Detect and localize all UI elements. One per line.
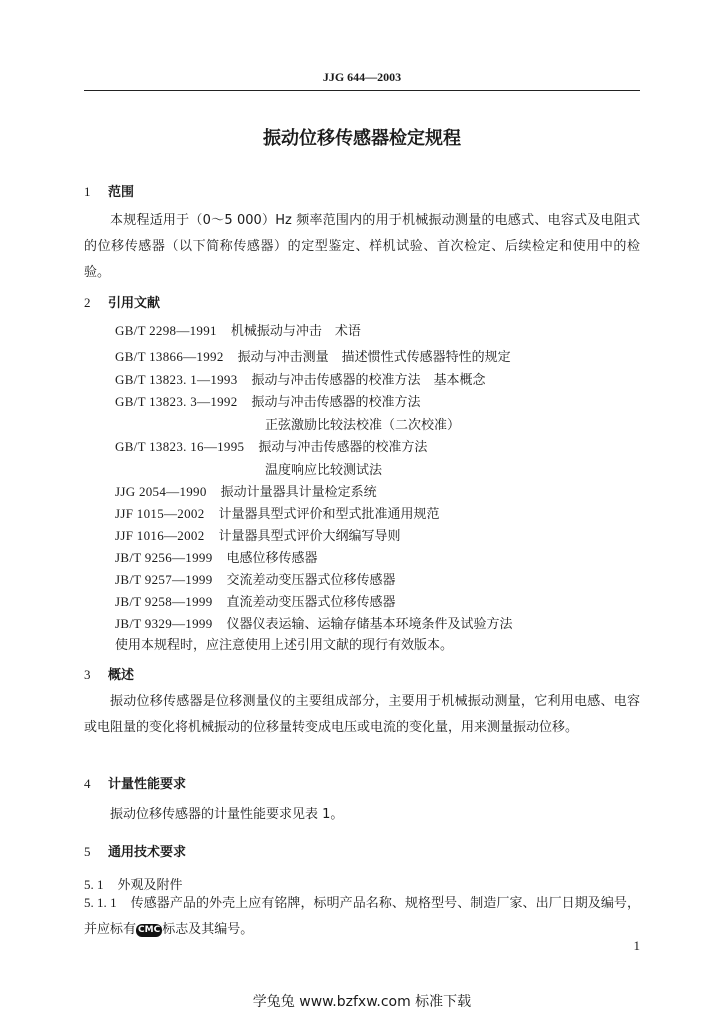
reference-code: JB/T 9258—1999 bbox=[115, 594, 213, 609]
section-number: 2 bbox=[84, 295, 91, 310]
section-title: 通用技术要求 bbox=[108, 845, 187, 860]
reference-code: GB/T 13866—1992 bbox=[115, 349, 224, 364]
section-number: 3 bbox=[84, 667, 91, 682]
section-title: 范围 bbox=[108, 185, 135, 200]
section-number: 1 bbox=[84, 184, 91, 199]
reference-title: 振动与冲击传感器的校准方法 bbox=[258, 440, 428, 455]
reference-item bbox=[115, 436, 427, 455]
reference-title: 直流差动变压器式位移传感器 bbox=[226, 595, 396, 610]
clause-text-end: 标志及其编号。 bbox=[162, 922, 254, 937]
reference-item bbox=[115, 481, 377, 500]
reference-code: JJF 1016—2002 bbox=[115, 528, 205, 543]
reference-code: GB/T 13823. 3—1992 bbox=[115, 394, 238, 409]
section-1-paragraph: 本规程适用于（0～5 000）Hz 频率范围内的用于机械振动测量的电感式、电容式及电阻式的位移传感器（以下简称传感器）的定型鉴定、样机试验、首次检定、后续检定和使用中的检验。 bbox=[84, 213, 640, 280]
reference-title: 机械振动与冲击 术语 bbox=[230, 324, 361, 339]
subsection-number: 5. 1. 1 bbox=[84, 895, 117, 910]
section-title: 概述 bbox=[108, 668, 135, 683]
page-title: 振动位移传感器检定规程 bbox=[263, 128, 461, 149]
header-standard-code: JJG 644—2003 bbox=[322, 70, 402, 84]
section-title: 计量性能要求 bbox=[108, 777, 187, 792]
reference-title: 电感位移传感器 bbox=[226, 551, 318, 566]
reference-item bbox=[115, 525, 401, 544]
reference-title: 振动与冲击测量 描述惯性式传感器特性的规定 bbox=[237, 350, 511, 365]
reference-code: JB/T 9329—1999 bbox=[115, 616, 213, 631]
reference-item bbox=[115, 591, 396, 610]
reference-code: GB/T 2298—1991 bbox=[115, 323, 217, 338]
section-5-heading bbox=[84, 841, 186, 860]
reference-item bbox=[115, 391, 421, 410]
reference-code: JJG 2054—1990 bbox=[115, 484, 207, 499]
section-title: 引用文献 bbox=[108, 296, 161, 311]
reference-continuation: 温度响应比较测试法 bbox=[265, 463, 383, 478]
section-4-heading bbox=[84, 773, 186, 792]
page-number: 1 bbox=[633, 938, 640, 953]
cmc-mark-icon: CMC bbox=[138, 925, 161, 935]
reference-title: 振动计量器具计量检定系统 bbox=[220, 485, 377, 500]
reference-title: 计量器具型式评价大纲编写导则 bbox=[218, 529, 401, 544]
section-number: 5 bbox=[84, 844, 91, 859]
subsection-number: 5. 1 bbox=[84, 877, 104, 892]
section-2-heading bbox=[84, 292, 160, 311]
footer-watermark: 学兔兔 www.bzfxw.com 标准下载 bbox=[252, 994, 472, 1010]
reference-item bbox=[115, 613, 513, 632]
reference-item bbox=[115, 369, 486, 388]
reference-note: 使用本规程时，应注意使用上述引用文献的现行有效版本。 bbox=[115, 638, 454, 653]
reference-title: 振动与冲击传感器的校准方法 基本概念 bbox=[251, 373, 486, 388]
reference-item bbox=[115, 569, 396, 588]
reference-title: 交流差动变压器式位移传感器 bbox=[226, 573, 396, 588]
header-rule bbox=[84, 90, 640, 91]
reference-code: GB/T 13823. 1—1993 bbox=[115, 372, 238, 387]
reference-title: 仪器仪表运输、运输存储基本环境条件及试验方法 bbox=[226, 617, 513, 632]
reference-item bbox=[115, 503, 440, 522]
section-3-paragraph: 振动位移传感器是位移测量仪的主要组成部分，主要用于机械振动测量，它利用电感、电容或电阻量的变化将机械振动的位移量转变成电压或电流的变化量，用来测量振动位移。 bbox=[84, 694, 640, 735]
reference-title: 振动与冲击传感器的校准方法 bbox=[251, 395, 421, 410]
subsection-5-1-1 bbox=[84, 890, 640, 943]
subsection-title: 外观及附件 bbox=[117, 878, 183, 893]
clause-text: 传感器产品的外壳上应有铭牌，标明产品名称、规格型号、制造厂家、出厂日期及编号，并应标有 bbox=[84, 896, 640, 937]
reference-code: JJF 1015—2002 bbox=[115, 506, 205, 521]
reference-item bbox=[115, 320, 361, 339]
reference-code: JB/T 9257—1999 bbox=[115, 572, 213, 587]
reference-item bbox=[115, 547, 318, 566]
reference-code: JB/T 9256—1999 bbox=[115, 550, 213, 565]
reference-item bbox=[115, 346, 511, 365]
section-1-heading bbox=[84, 181, 134, 200]
section-4-paragraph: 振动位移传感器的计量性能要求见表 1。 bbox=[110, 807, 344, 822]
reference-code: GB/T 13823. 16—1995 bbox=[115, 439, 245, 454]
reference-continuation: 正弦激励比较法校准（二次校准） bbox=[265, 418, 461, 433]
reference-title: 计量器具型式评价和型式批准通用规范 bbox=[218, 507, 440, 522]
section-3-heading bbox=[84, 664, 134, 683]
section-number: 4 bbox=[84, 776, 91, 791]
